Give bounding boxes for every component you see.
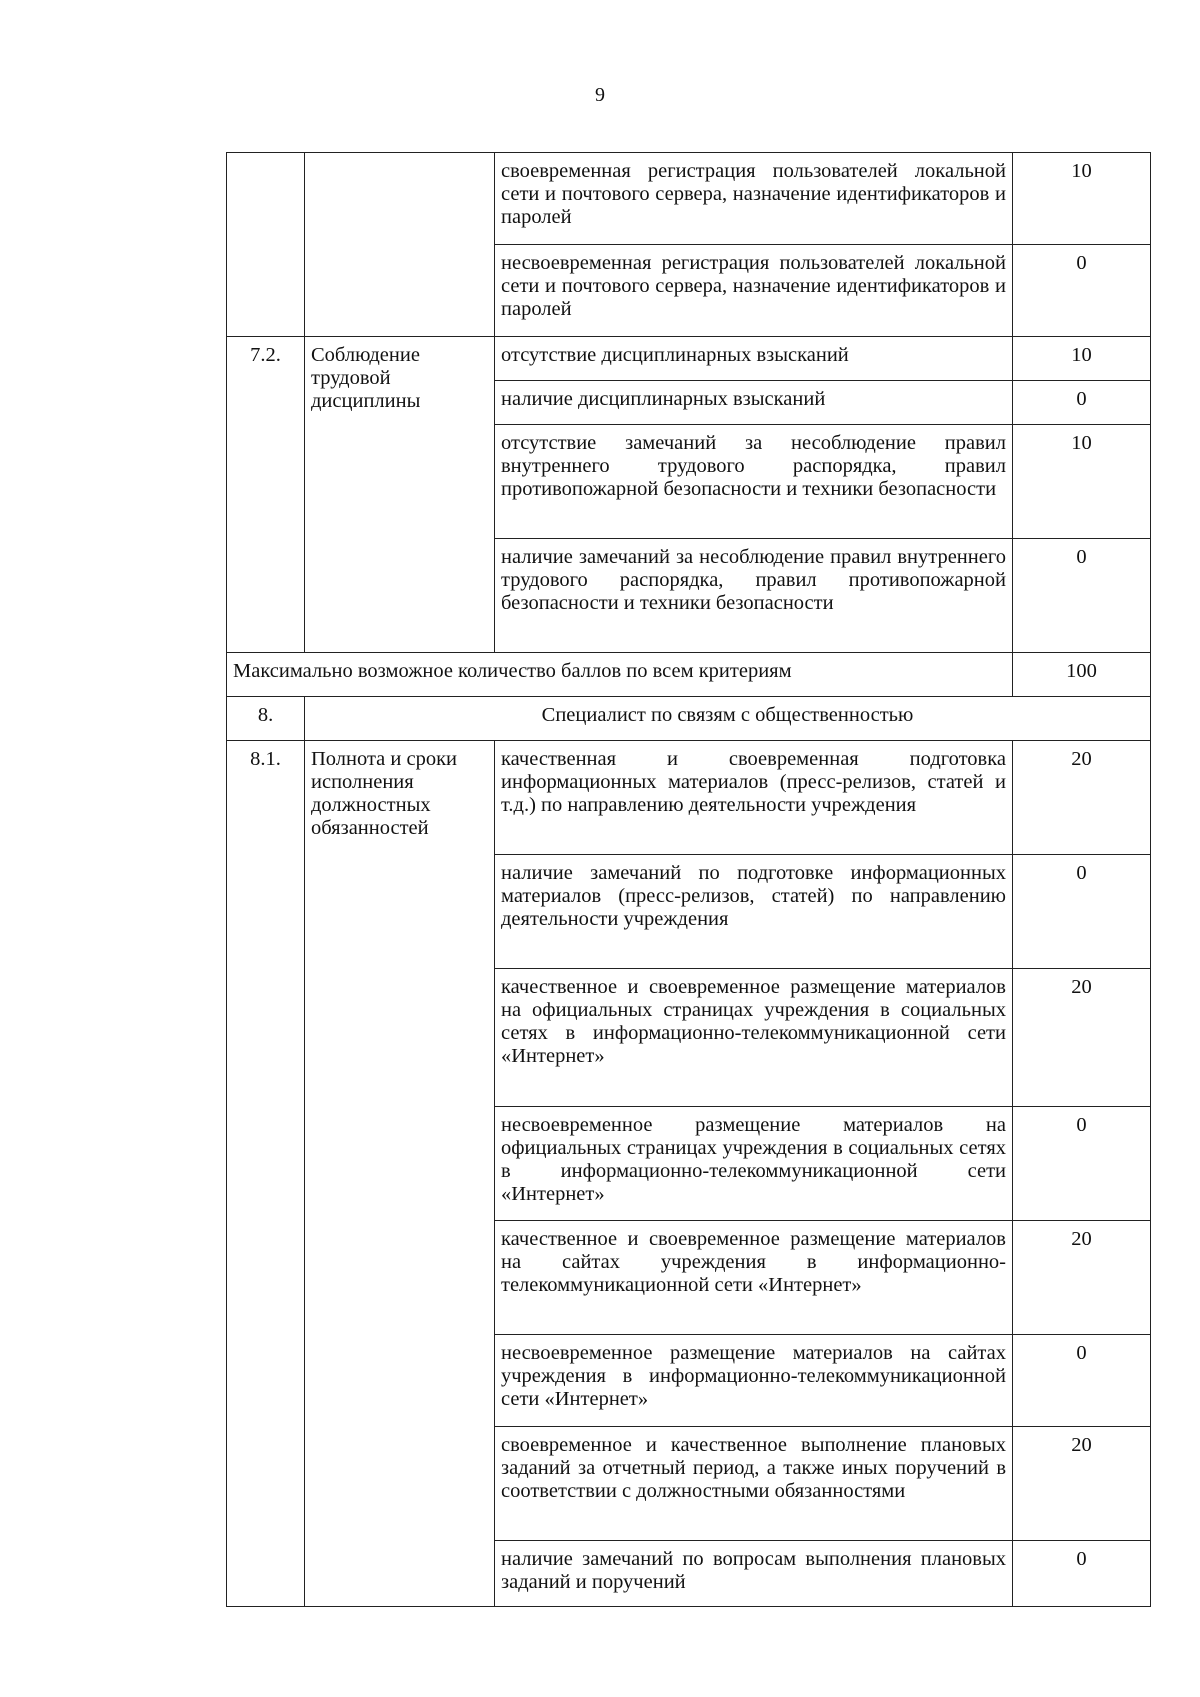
points-cell: 0	[1013, 1541, 1151, 1607]
indicator-cell: несвоевременное размещение материалов на сайтах учреждения в информационно-телекоммуникационной сети «Интернет»	[495, 1335, 1013, 1427]
indicator-cell: отсутствие дисциплинарных взысканий	[495, 337, 1013, 381]
points-cell: 20	[1013, 741, 1151, 855]
indicator-cell: несвоевременная регистрация пользователей локальной сети и почтового сервера, назначение идентификаторов и паролей	[495, 245, 1013, 337]
points-cell: 10	[1013, 153, 1151, 245]
indicator-cell: своевременное и качественное выполнение плановых заданий за отчетный период, а также иных поручений в соответствии с должностными обязанностями	[495, 1427, 1013, 1541]
indicator-cell: качественная и своевременная подготовка информационных материалов (пресс-релизов, статей и т.д.) по направлению деятельности учреждения	[495, 741, 1013, 855]
section-number: 7.2.	[227, 337, 305, 653]
criterion-name: Соблюдение трудовой дисциплины	[305, 337, 495, 653]
criteria-table	[226, 152, 1151, 1607]
indicator-cell: наличие замечаний по вопросам выполнения плановых заданий и поручений	[495, 1541, 1013, 1607]
points-cell: 0	[1013, 855, 1151, 969]
section-row	[227, 697, 1151, 741]
table-row	[227, 337, 1151, 381]
criterion-cell	[305, 153, 495, 337]
section-title: Специалист по связям с общественностью	[305, 697, 1151, 741]
table-row	[227, 741, 1151, 855]
indicator-cell: наличие дисциплинарных взысканий	[495, 381, 1013, 425]
total-points: 100	[1013, 653, 1151, 697]
points-cell: 10	[1013, 425, 1151, 539]
indicator-cell: наличие замечаний за несоблюдение правил внутреннего трудового распорядка, правил противопожарной безопасности и техники безопасности	[495, 539, 1013, 653]
points-cell: 0	[1013, 245, 1151, 337]
table-row	[227, 153, 1151, 245]
points-cell: 10	[1013, 337, 1151, 381]
points-cell: 0	[1013, 381, 1151, 425]
indicator-cell: несвоевременное размещение материалов на официальных страницах учреждения в социальных сетях в информационно-телекоммуникационной сети «Интернет»	[495, 1107, 1013, 1221]
number-cell	[227, 153, 305, 337]
indicator-cell: качественное и своевременное размещение материалов на сайтах учреждения в информационно-телекоммуникационной сети «Интернет»	[495, 1221, 1013, 1335]
section-number: 8.1.	[227, 741, 305, 1607]
points-cell: 20	[1013, 969, 1151, 1107]
page-number: 9	[595, 84, 605, 106]
indicator-cell: наличие замечаний по подготовке информационных материалов (пресс-релизов, статей) по направлению деятельности учреждения	[495, 855, 1013, 969]
points-cell: 20	[1013, 1221, 1151, 1335]
points-cell: 20	[1013, 1427, 1151, 1541]
total-row	[227, 653, 1151, 697]
points-cell: 0	[1013, 1335, 1151, 1427]
indicator-cell: качественное и своевременное размещение материалов на официальных страницах учреждения в социальных сетях в информационно-телекоммуникационной сети «Интернет»	[495, 969, 1013, 1107]
points-cell: 0	[1013, 539, 1151, 653]
indicator-cell: своевременная регистрация пользователей локальной сети и почтового сервера, назначение идентификаторов и паролей	[495, 153, 1013, 245]
total-label: Максимально возможное количество баллов по всем критериям	[227, 653, 1013, 697]
criterion-name: Полнота и сроки исполнения должностных обязанностей	[305, 741, 495, 1607]
indicator-cell: отсутствие замечаний за несоблюдение правил внутреннего трудового распорядка, правил противопожарной безопасности и техники безопасности	[495, 425, 1013, 539]
section-number: 8.	[227, 697, 305, 741]
points-cell: 0	[1013, 1107, 1151, 1221]
